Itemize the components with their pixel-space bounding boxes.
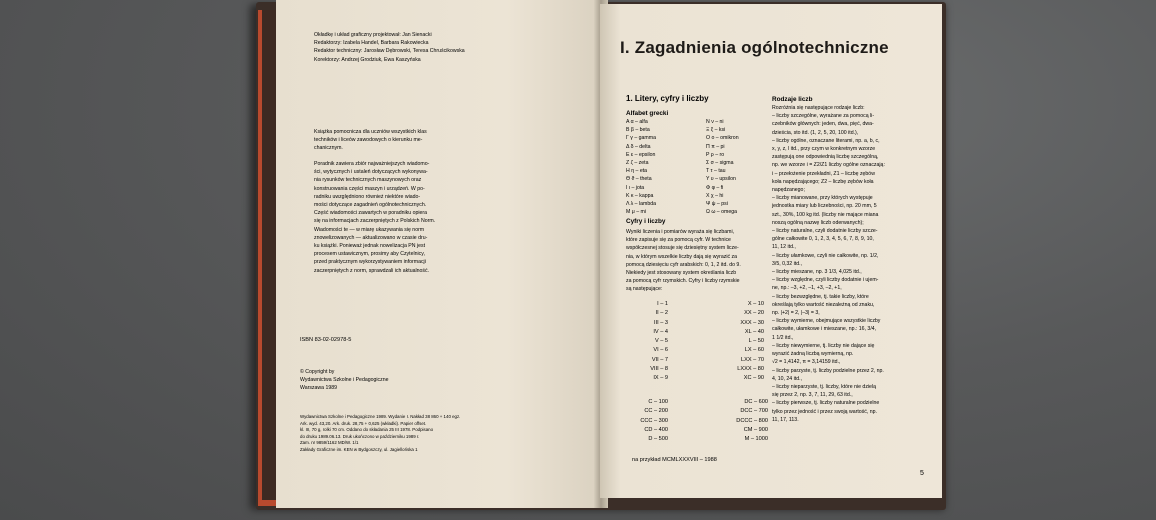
greek-letter: Β β – beta — [626, 127, 650, 134]
types-line: tylko przez jedność i przez swoją wartość, np. — [772, 408, 877, 415]
types-line: x, y, z, l itd., przy czym w konkretnym wzorze — [772, 146, 876, 153]
types-line: i – przełożenie przekładni, Z1 – liczbę zębów — [772, 170, 875, 177]
greek-letter: Φ φ – fi — [706, 184, 724, 191]
description-line: konstruowania części maszyn i urządzeń. W po- — [314, 185, 425, 192]
types-line: określają tylko wartość niezależną od znaku, — [772, 301, 875, 308]
greek-letter: Ι ι – jota — [626, 184, 645, 191]
isbn: ISBN 83-02-02978-5 — [300, 337, 352, 343]
types-line: – liczby niewymierne, tj. liczby nie dające się — [772, 342, 875, 349]
greek-letter: Υ υ – upsilon — [706, 176, 736, 183]
roman-numeral: III – 3 — [654, 319, 668, 326]
description-line: mości dotyczące zagadnień ogólnotechnicznych. — [314, 202, 427, 209]
roman-numeral: II – 2 — [655, 310, 668, 317]
types-line: 3/5, 0,32 itd., — [772, 260, 802, 267]
greek-letter: Δ δ – delta — [626, 143, 651, 150]
types-line: 11, 17, 113. — [772, 416, 799, 423]
digits-line: które zapisuje się za pomocą cyfr. W technice — [626, 237, 731, 244]
greek-letter: Ψ ψ – psi — [706, 201, 728, 208]
intro-line: Książka pomocnicza dla uczniów wszystkich klas — [314, 129, 427, 135]
roman-numeral: DC – 600 — [744, 399, 768, 405]
roman-numeral: XX – 20 — [744, 310, 764, 317]
roman-example: na przykład MCMLXXXVIII – 1988 — [632, 457, 717, 463]
types-line: wyrazić żadną liczbą wymierną, np. — [772, 351, 854, 358]
types-line: czebników głównych: jeden, dwa, pięć, dwa- — [772, 121, 874, 128]
description-line: radniku uwzględniono również niektóre wiado- — [314, 193, 421, 200]
credit-line: Korektorzy: Andrzej Grodziuk, Ewa Kaszyńska — [314, 56, 421, 63]
intro-block — [314, 128, 427, 153]
credit-line: Redaktorzy: Izabela Handel, Barbara Rakowiecka — [314, 40, 429, 47]
roman-numeral: D – 500 — [648, 436, 668, 443]
roman-numeral: M – 1000 — [744, 436, 768, 443]
description-line: przed praktycznym wykorzystywaniem informacji — [314, 259, 426, 266]
greek-letter: Α α – alfa — [626, 119, 648, 125]
types-text — [772, 104, 885, 424]
types-line: koła napędzającego; Z2 – liczbę zębów koła — [772, 178, 874, 185]
roman-numeral: IX – 9 — [653, 375, 668, 382]
roman-numeral: C – 100 — [648, 399, 668, 405]
greek-letter: Χ χ – hi — [706, 192, 724, 199]
description-line: procesem ustawicznym, prosimy aby Czytelnicy, — [314, 251, 425, 258]
types-line: – liczby naturalne, czyli dodatnie liczby szcze- — [772, 228, 878, 235]
types-line: – liczby wymierne, obejmujące wszystkie liczby — [772, 318, 881, 325]
imprint-block — [300, 414, 460, 454]
copyright-line: © Copyright by — [300, 369, 335, 375]
greek-heading: Alfabet grecki — [626, 110, 669, 117]
types-line: jednostka miary lub liczebności, np. 20 mm, 5 — [772, 203, 877, 210]
greek-letter: Ο ο – omikron — [706, 135, 739, 142]
greek-letter: Ρ ρ – ro — [706, 151, 725, 158]
section-title: 1. Litery, cyfry i liczby — [626, 94, 709, 103]
types-line: napędzanego; — [772, 187, 805, 194]
greek-column-2 — [706, 118, 739, 216]
types-line: – liczby ogólne, oznaczane literami, np. a, b, c, — [772, 137, 880, 144]
types-line: – liczby względne, czyli liczby dodatnie i ujem- — [772, 277, 879, 284]
greek-letter: Γ γ – gamma — [626, 135, 656, 142]
roman-column-4 — [714, 398, 768, 444]
types-line: – liczby pierwsze, tj. liczby naturalne podzielne — [772, 400, 880, 407]
greek-column-1 — [626, 118, 656, 216]
digits-text — [626, 228, 741, 294]
description-line: ku książki. Ponieważ jednak nowelizacja PN jest — [314, 243, 426, 250]
intro-line: chanicznym. — [314, 145, 343, 152]
roman-numeral: CC – 200 — [644, 408, 668, 415]
imprint-line: Zakłady Graficzne im. KEN w Bydgoszczy, ul. Jagiellońska 1 — [300, 446, 418, 452]
description-line: się na informacjach zaczerpniętych z Polskich Norm. — [314, 218, 436, 225]
types-heading: Rodzaje liczb — [772, 96, 813, 103]
roman-numeral: IV – 4 — [653, 328, 668, 335]
types-line: np. we wzorze i = Z2/Z1 liczby ogólne oznaczają: — [772, 162, 885, 169]
greek-letter: Θ ϑ – theta — [626, 176, 652, 183]
intro-line: techników i liceów zawodowych o kierunku me- — [314, 137, 423, 144]
roman-numeral: DCC – 700 — [740, 408, 768, 415]
roman-numeral: DCCC – 800 — [736, 417, 768, 424]
greek-letter: Η η – eta — [626, 168, 648, 175]
roman-numeral: CCC – 300 — [640, 417, 668, 424]
description-line: znowelizowanych — aktualizowano w czasie dru- — [314, 234, 428, 241]
chapter-title: I. Zagadnienia ogólnotechniczne — [620, 38, 889, 57]
greek-letter: Π π – pi — [706, 143, 725, 150]
types-line: 4, 10, 24 itd., — [772, 375, 802, 382]
imprint-line: kl. III, 70 g, rolki 70 cm. Oddano do składania 25 III 1978. Podpisano — [300, 427, 434, 433]
digits-line: za pomocą cyfr rzymskich. Cyfry i liczby rzymskie — [626, 278, 740, 285]
roman-numeral: LX – 60 — [744, 347, 764, 354]
copyright-line: Wydawnictwa Szkolne i Pedagogiczne — [300, 377, 389, 384]
roman-column-3 — [628, 398, 668, 444]
types-line: np. |+2| = 2, |–3| = 3, — [772, 310, 820, 317]
types-line: szt., 30%, 100 kg itd. (liczby nie mające miana — [772, 211, 879, 218]
imprint-line: Zam. nr 9859/1162 MD/W. 1/1 — [300, 440, 359, 446]
roman-numeral: X – 10 — [747, 301, 764, 307]
types-line: 1 1/2 itd., — [772, 334, 794, 341]
roman-numeral: I – 1 — [657, 301, 668, 307]
imprint-line: Wydawnictwa Szkolne i Pedagogiczne 1989. Wydanie I. Nakład 38 860 + 140 egz. — [300, 414, 461, 419]
greek-letter: Μ μ – mi — [626, 209, 646, 216]
types-line: całkowite, ułamkowe i mieszane, np.: 16, 3/4, — [772, 326, 877, 333]
greek-letter: Ζ ζ – zeta — [626, 160, 649, 167]
digits-line: pomocą dziesięciu cyfr arabskich: 0, 1, 2 itd. do 9. — [626, 261, 741, 268]
roman-numeral: V – 5 — [654, 338, 668, 345]
types-line: noszą ogólną nazwę liczb oderwanych); — [772, 219, 864, 226]
greek-letter: Ε ε – epsilon — [626, 151, 656, 158]
digits-line: nia, w którym wszelkie liczby dają się wyrazić za — [626, 253, 737, 260]
description-line: ści, wytycznych i ustaleń dotyczących wykonywa- — [314, 169, 428, 176]
description-line: zaczerpniętych z norm, sprawdzali ich aktualność. — [314, 267, 430, 274]
greek-letter: Κ κ – kappa — [626, 192, 654, 199]
roman-column-1 — [636, 300, 668, 384]
imprint-line: do druku 1989.06.13. Druk ukończono w październiku 1989 r. — [300, 433, 420, 439]
types-line: dzieścia, sto itd. (1, 2, 5, 20, 100 itd.), — [772, 129, 859, 136]
types-line: – liczby mianowane, przy których występuje — [772, 195, 873, 202]
credit-line: Okładkę i układ graficzny projektował: Jan Sienacki — [314, 32, 432, 38]
types-line: Rozróżnia się następujące rodzaje liczb: — [772, 105, 865, 111]
greek-letter: Ξ ξ – ksi — [706, 127, 726, 134]
roman-numeral: XL – 40 — [744, 328, 764, 335]
types-line: – liczby nieparzyste, tj. liczby, które nie dzielą — [772, 383, 876, 390]
roman-numeral: XXX – 30 — [740, 319, 764, 326]
types-line: – liczby bezwzględne, tj. takie liczby, które — [772, 293, 869, 300]
types-line: się przez 2, np. 3, 7, 11, 29, 63 itd., — [772, 392, 853, 399]
roman-numeral: LXXX – 80 — [737, 366, 764, 373]
types-line: 11, 12 itd., — [772, 244, 796, 251]
roman-numeral: VIII – 8 — [650, 366, 668, 373]
roman-numeral: XC – 90 — [743, 375, 764, 382]
greek-letter: Ω ω – omega — [706, 209, 737, 216]
greek-letter: Λ λ – lambda — [626, 201, 656, 208]
copyright-line: Warszawa 1989 — [300, 385, 338, 392]
digits-line: Niekiedy jest stosowany system określania liczb — [626, 270, 737, 277]
roman-numeral: CD – 400 — [644, 426, 668, 433]
digits-line: Wyniki liczenia i pomiarów wyraża się liczbami, — [626, 229, 735, 235]
types-line: zastępują one odpowiednią liczbę szczególną, — [772, 154, 879, 161]
roman-column-2 — [720, 300, 764, 384]
copyright-block — [300, 368, 388, 393]
digits-line: są następujące: — [626, 286, 663, 293]
roman-numeral: VII – 7 — [651, 356, 668, 363]
types-line: – liczby szczególne, wyrażane za pomocą li- — [772, 113, 875, 120]
roman-numeral: LXX – 70 — [740, 356, 764, 363]
credits-block — [314, 31, 465, 64]
digits-line: współczesnej stosuje się dziesiętny system licze- — [626, 245, 739, 252]
types-line: gólne całkowite 0, 1, 2, 3, 4, 5, 6, 7, 8, 9, 10, — [772, 236, 874, 243]
roman-numeral: VI – 6 — [653, 347, 668, 354]
roman-numeral: L – 50 — [748, 338, 764, 345]
greek-letter: Σ σ – sigma — [706, 160, 734, 167]
types-line: √2 = 1,4142, π = 3,14159 itd., — [772, 359, 841, 366]
digits-heading: Cyfry i liczby — [626, 218, 666, 225]
greek-letter: Ν ν – ni — [706, 119, 724, 125]
greek-letter: Τ τ – tau — [706, 168, 726, 175]
types-line: – liczby ułamkowe, czyli nie całkowite, np. 1/2, — [772, 252, 879, 259]
description-line: nia rysunków technicznych maszynowych oraz — [314, 177, 422, 184]
description-line: Wiadomości te — w miarę ukazywania się norm — [314, 226, 425, 233]
types-line: – liczby parzyste, tj. liczby podzielne przez 2, np. — [772, 367, 884, 374]
page-number: 5 — [920, 470, 924, 477]
description-block — [314, 160, 435, 275]
types-line: ne, np.: –3, +2, –1, +3, –2, +1, — [772, 285, 842, 292]
types-line: – liczby mieszane, np. 3 1/3, 4,025 itd., — [772, 269, 862, 276]
roman-numeral: CM – 900 — [743, 426, 768, 433]
imprint-line: Ark. wyd. 43,20. Ark. druk. 28,75 + 0,625 (wkładki). Papier offset. — [300, 420, 427, 426]
credit-line: Redaktor techniczny: Jarosław Dębrowski, Teresa Chruścikowska — [314, 48, 465, 55]
description-line: Część wiadomości zawartych w poradniku opiera — [314, 210, 428, 217]
description-line: Poradnik zawiera zbiór najważniejszych wiadomo- — [314, 161, 430, 167]
